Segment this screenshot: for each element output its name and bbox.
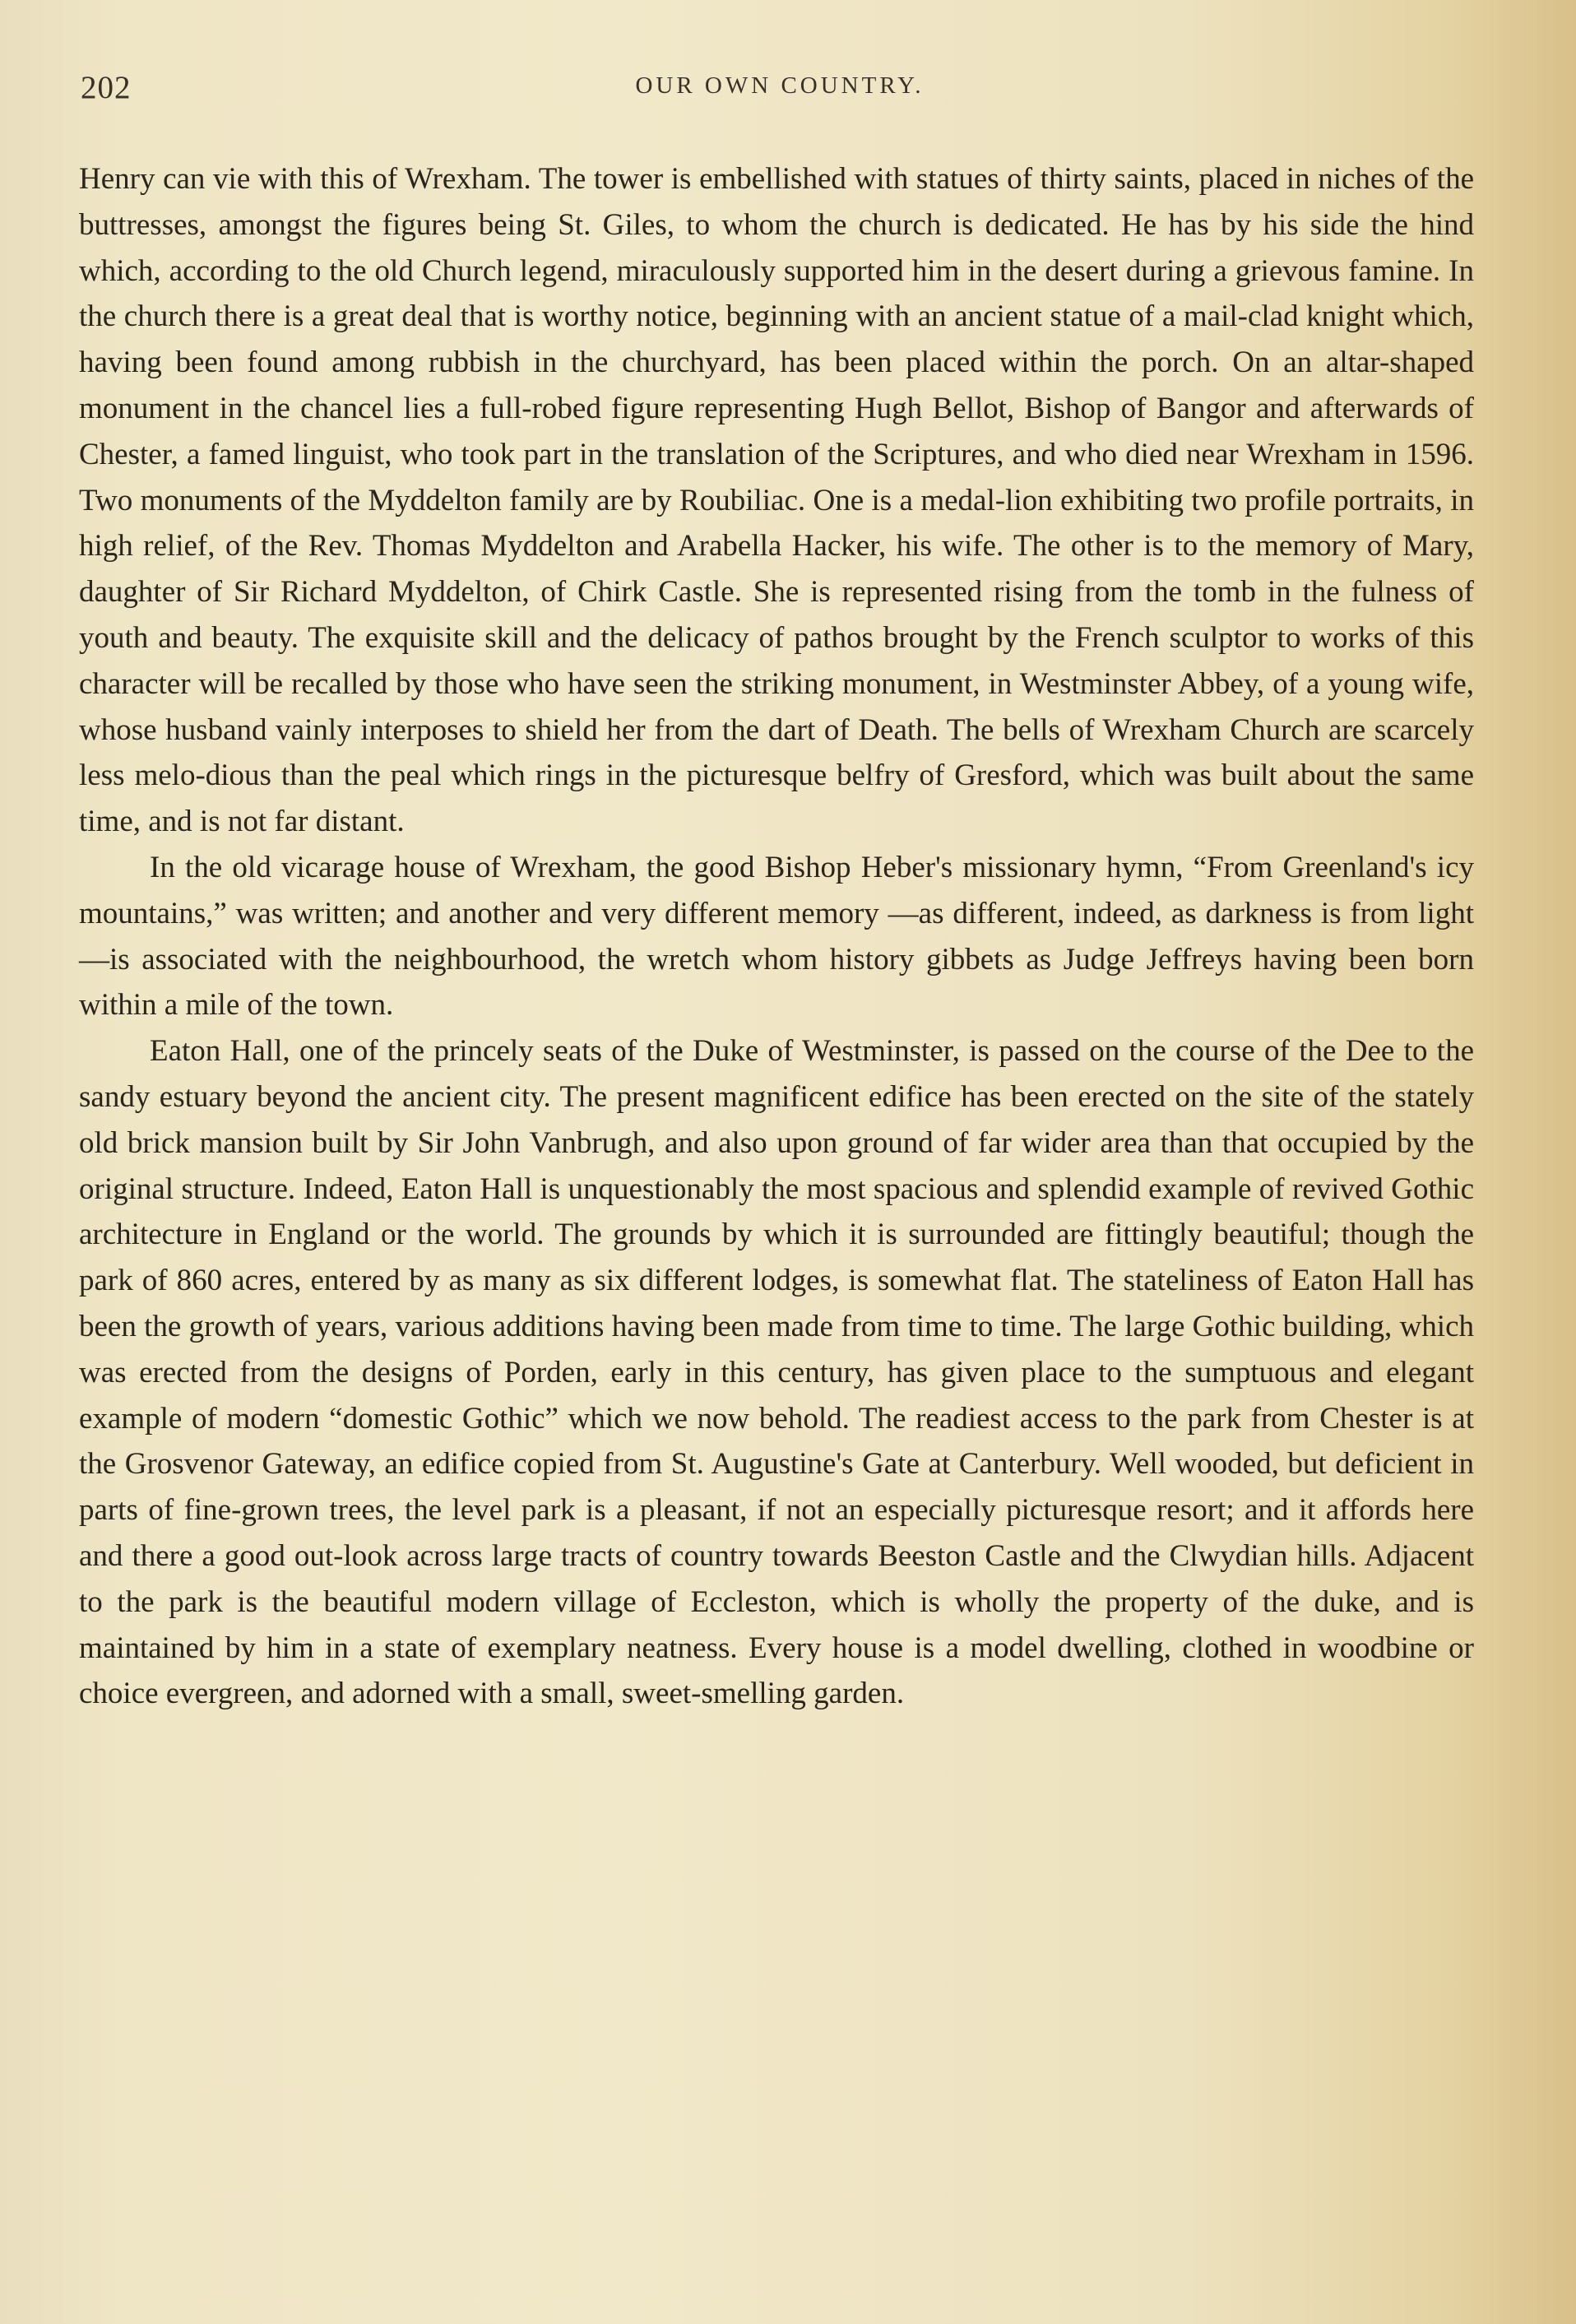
page-header [81,69,1479,109]
paragraph-continuation: Henry can vie with this of Wrexham. The tower is embellished with statues of thirty saints, placed in niches of the buttresses, amongst the figures being St. Giles, to whom the church is dedicated. He has by his side the hind which, according to the old Church legend, miraculously supported him in the desert during a grievous famine. In the church there is a great deal that is worthy notice, beginning with an ancient statue of a mail-clad knight which, having been found among rubbish in the churchyard, has been placed within the porch. On an altar-shaped monument in the chancel lies a full-robed figure representing Hugh Bellot, Bishop of Bangor and afterwards of Chester, a famed linguist, who took part in the translation of the Scriptures, and who died near Wrexham in 1596. Two monuments of the Myddelton family are by Roubiliac. One is a medal-lion exhibiting two profile portraits, in high relief, of the Rev. Thomas Myddelton and Arabella Hacker, his wife. The other is to the memory of Mary, daughter of Sir Richard Myddelton, of Chirk Castle. She is represented rising from the tomb in the fulness of youth and beauty. The exquisite skill and the delicacy of pathos brought by the French sculptor to works of this character will be recalled by those who have seen the striking monument, in Westminster Abbey, of a young wife, whose husband vainly interposes to shield her from the dart of Death. The bells of Wrexham Church are scarcely less melo-dious than the peal which rings in the picturesque belfry of Gresford, which was built about the same time, and is not far distant. [79,162,1474,839]
body-text [79,156,1474,1717]
paragraph-vicarage: In the old vicarage house of Wrexham, the good Bishop Heber's missionary hymn, “From Greenland's icy mountains,” was written; and another and very different memory —as different, indeed, as darkness is from light—is associated with the neighbourhood, the wretch whom history gibbets as Judge Jeffreys having been born within a mile of the town. [79,850,1474,1023]
page-number: 202 [81,70,132,105]
running-title: OUR OWN COUNTRY. [635,72,925,99]
paragraph-eaton-hall: Eaton Hall, one of the princely seats of the Duke of Westminster, is passed on the course of the Dee to the sandy estuary beyond the ancient city. The present magnificent edifice has been erected on the site of the stately old brick mansion built by Sir John Vanbrugh, and also upon ground of far wider area than that occupied by the original structure. Indeed, Eaton Hall is unquestionably the most spacious and splendid example of revived Gothic architecture in England or the world. The grounds by which it is surrounded are fittingly beautiful; though the park of 860 acres, entered by as many as six different lodges, is somewhat flat. The stateliness of Eaton Hall has been the growth of years, various additions having been made from time to time. The large Gothic building, which was erected from the designs of Porden, early in this century, has given place to the sumptuous and elegant example of modern “domestic Gothic” which we now behold. The readiest access to the park from Chester is at the Grosvenor Gateway, an edifice copied from St. Augustine's Gate at Canterbury. Well wooded, but deficient in parts of fine-grown trees, the level park is a pleasant, if not an especially picturesque resort; and it affords here and there a good out-look across large tracts of country towards Beeston Castle and the Clwydian hills. Adjacent to the park is the beautiful modern village of Eccleston, which is wholly the property of the duke, and is maintained by him in a state of exemplary neatness. Every house is a model dwelling, clothed in woodbine or choice evergreen, and adorned with a small, sweet-smelling garden. [79,1034,1474,1711]
